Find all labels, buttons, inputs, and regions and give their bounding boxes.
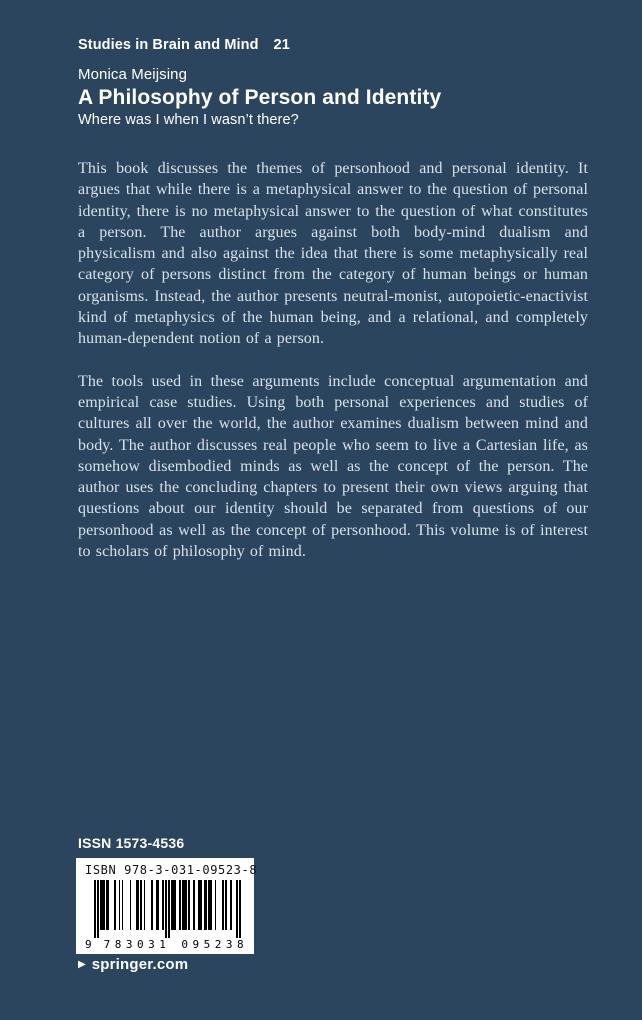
barcode-digits <box>85 938 249 951</box>
barcode-right-digits: 095238 <box>177 938 250 951</box>
blurb-paragraph-2: The tools used in these arguments include conceptual argumentation and empirical case studies. Using both personal experiences and studies of cultures all over the world, the author examines dualism between mind and body. The author discusses real people who seem to live a Cartesian life, as somehow disembodied minds as well as the concept of the person. The author uses the concluding chapters to present their own views arguing that questions about our identity should be separated from questions of our personhood as well as the concept of personhood. This volume is of interest to scholars of philosophy of mind. <box>78 372 588 561</box>
series-title: Studies in Brain and Mind <box>78 37 259 53</box>
isbn-label: ISBN 978-3-031-09523-8 <box>85 863 258 877</box>
book-title: A Philosophy of Person and Identity <box>78 86 442 109</box>
series-line <box>78 37 592 53</box>
publisher-footer <box>78 956 188 973</box>
author-name: Monica Meijsing <box>78 66 188 83</box>
arrow-right-icon: ▶ <box>78 958 86 970</box>
barcode-left-digits: 783031 <box>100 938 173 951</box>
barcode-lead-digit: 9 <box>85 938 92 951</box>
isbn-barcode <box>76 858 258 954</box>
blurb-paragraph-1: This book discusses the themes of personhood and personal identity. It argues that while there is a metaphysical answer to the question of personal identity, there is no metaphysical answer to the question of what constitutes a person. The author argues against both body-mind dualism and physicalism and also against the idea that there is some metaphysically real category of persons distinct from the category of human beings or human organisms. Instead, the author presents neutral-monist, autopoietic-enactivist kind of metaphysics of the human being, and a relational, and completely human-dependent notion of a person. <box>78 160 588 348</box>
book-subtitle: Where was I when I wasn’t there? <box>78 112 299 128</box>
issn-label: ISSN 1573-4536 <box>78 835 185 851</box>
barcode-bars <box>85 880 245 938</box>
cover-header <box>78 37 592 128</box>
series-volume: 21 <box>273 37 290 53</box>
back-cover-blurb <box>78 158 588 562</box>
publisher-url: springer.com <box>91 956 189 973</box>
